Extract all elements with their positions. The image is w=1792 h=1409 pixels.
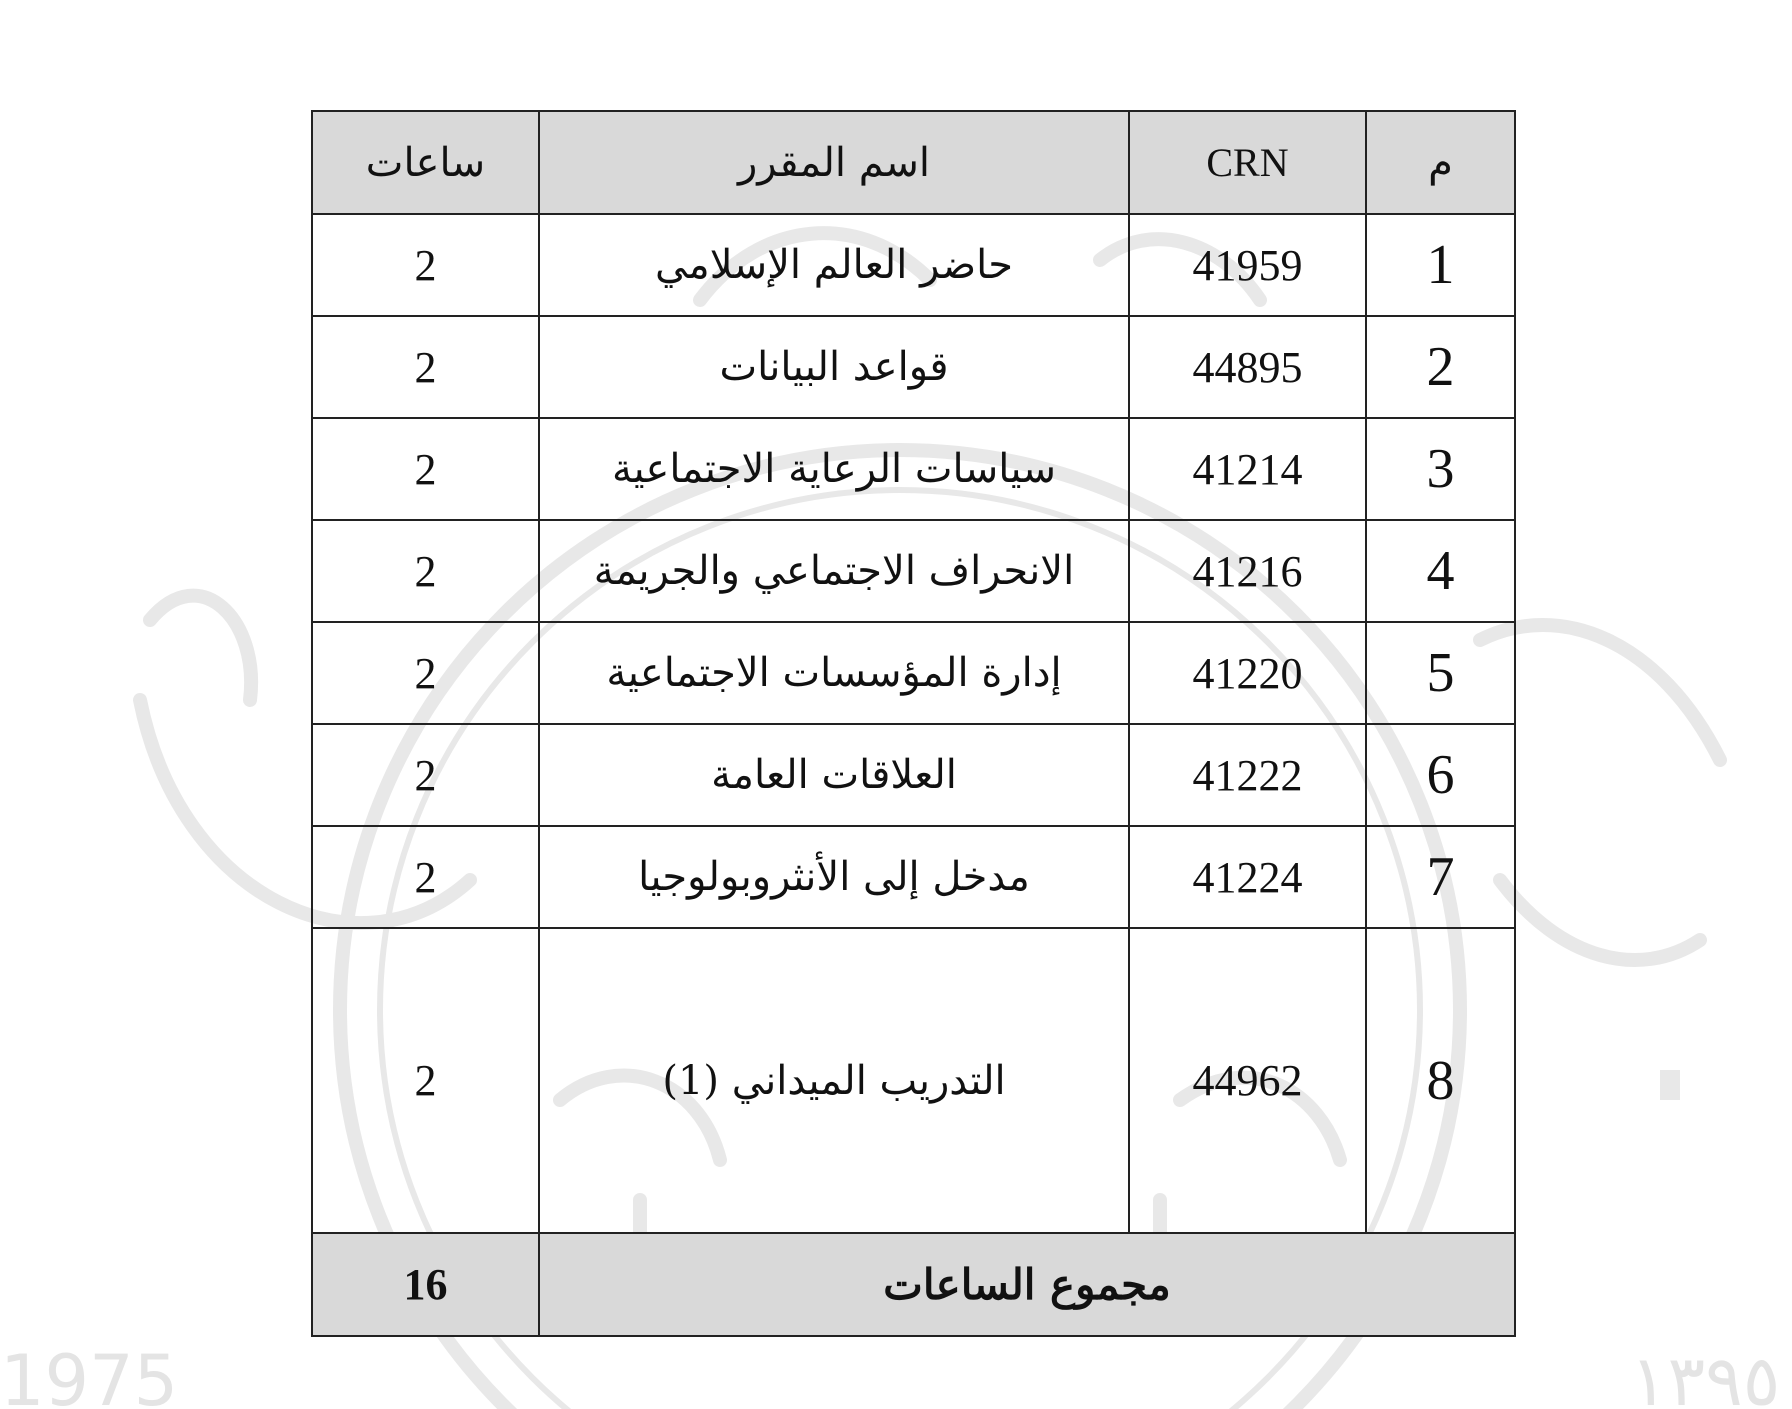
row-course-name: التدريب الميداني (1) <box>539 928 1129 1233</box>
row-number: 1 <box>1366 214 1515 316</box>
table-row <box>312 622 1515 724</box>
row-number: 3 <box>1366 418 1515 520</box>
row-crn: 41220 <box>1129 622 1366 724</box>
row-number: 4 <box>1366 520 1515 622</box>
row-hours: 2 <box>312 928 539 1233</box>
row-crn: 44895 <box>1129 316 1366 418</box>
row-course-name: حاضر العالم الإسلامي <box>539 214 1129 316</box>
row-crn: 41222 <box>1129 724 1366 826</box>
watermark-year-right: ١٣٩٥ <box>1630 1340 1781 1409</box>
table-row <box>312 214 1515 316</box>
row-number: 5 <box>1366 622 1515 724</box>
row-course-name: مدخل إلى الأنثروبولوجيا <box>539 826 1129 928</box>
total-hours-label: مجموع الساعات <box>539 1233 1515 1336</box>
total-hours-value: 16 <box>312 1233 539 1336</box>
table-row <box>312 418 1515 520</box>
row-course-name: قواعد البيانات <box>539 316 1129 418</box>
row-crn: 41214 <box>1129 418 1366 520</box>
header-num: م <box>1366 111 1515 214</box>
table-row <box>312 316 1515 418</box>
row-course-name: العلاقات العامة <box>539 724 1129 826</box>
row-number: 6 <box>1366 724 1515 826</box>
total-row <box>312 1233 1515 1336</box>
table-row <box>312 520 1515 622</box>
row-course-name: إدارة المؤسسات الاجتماعية <box>539 622 1129 724</box>
row-course-name: الانحراف الاجتماعي والجريمة <box>539 520 1129 622</box>
row-hours: 2 <box>312 214 539 316</box>
row-course-name: سياسات الرعاية الاجتماعية <box>539 418 1129 520</box>
row-crn: 44962 <box>1129 928 1366 1233</box>
row-hours: 2 <box>312 826 539 928</box>
table-row <box>312 826 1515 928</box>
table-row <box>312 724 1515 826</box>
table-row <box>312 928 1515 1233</box>
course-table-container <box>311 110 1514 1337</box>
row-hours: 2 <box>312 316 539 418</box>
table-header-row <box>312 111 1515 214</box>
row-hours: 2 <box>312 724 539 826</box>
row-hours: 2 <box>312 418 539 520</box>
header-course-name: اسم المقرر <box>539 111 1129 214</box>
header-hours: ساعات <box>312 111 539 214</box>
row-number: 7 <box>1366 826 1515 928</box>
row-crn: 41224 <box>1129 826 1366 928</box>
row-number: 2 <box>1366 316 1515 418</box>
row-number: 8 <box>1366 928 1515 1233</box>
course-table <box>311 110 1516 1337</box>
header-crn: CRN <box>1129 111 1366 214</box>
row-crn: 41959 <box>1129 214 1366 316</box>
row-hours: 2 <box>312 622 539 724</box>
row-hours: 2 <box>312 520 539 622</box>
row-crn: 41216 <box>1129 520 1366 622</box>
watermark-year-left: 1975 <box>0 1340 179 1409</box>
